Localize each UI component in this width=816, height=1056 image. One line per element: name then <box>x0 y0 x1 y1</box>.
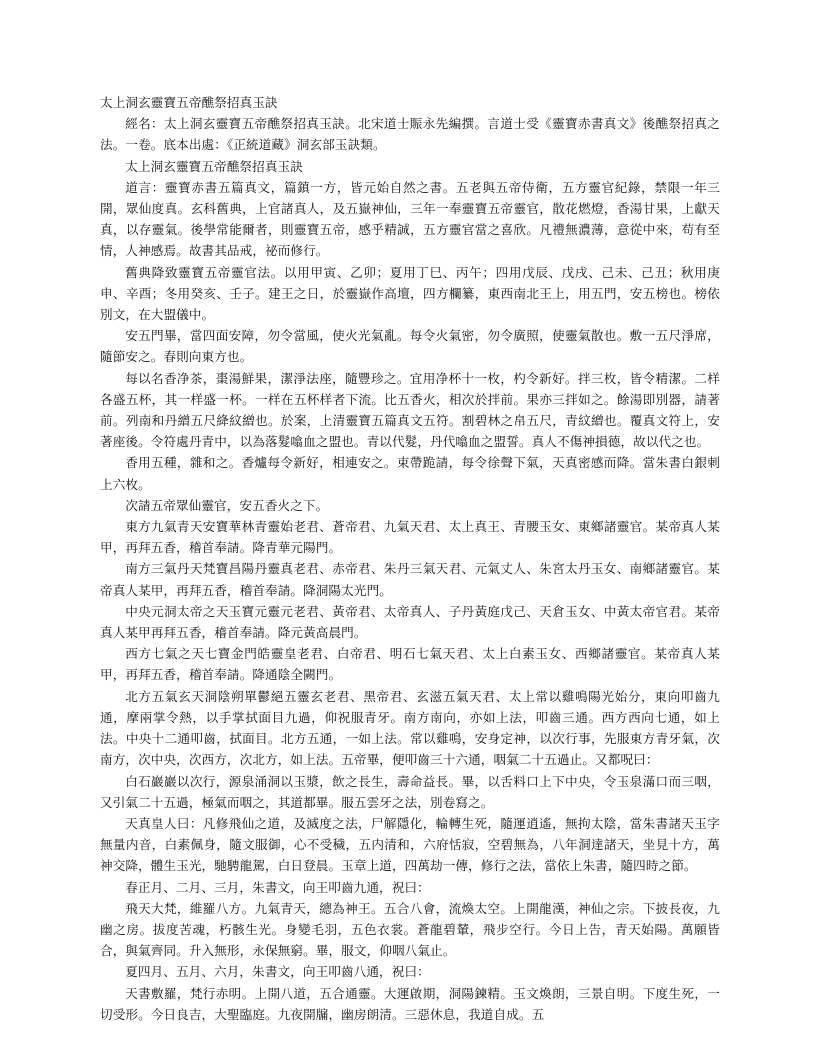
paragraph-daoyan: 道言：靈寶赤書五篇真文，篇鎮一方，皆元始自然之書。五老與五帝侍衛，五方靈官紀錄，禁限一年三開，眾仙度真。玄科舊典，上官諸真人，及五嶽神仙，三年一奉靈寶五帝靈官，散花燃燈，香湯甘果，上獻天真，以存靈氣。後學常能爾者，則靈寶五帝，感乎精誠，五方靈官當之喜欣。凡禮無濃薄，意從中來，苟有至情，人神感焉。故書其品戒，祕而修行。 <box>100 179 720 259</box>
paragraph-north-direction: 北方五氣玄天洞陰朔單鬱絕五靈玄老君、黑帝君、玄滋五氣天君、太上常以雞鳴陽光始分，東向叩齒九通，摩兩掌令熱，以手掌拭面目九過，仰祝服青牙。南方南向，亦如上法，叩齒三通。西方西向七通，如上法。中央十二通叩齒，拭面目。北方五通，一如上法。常以雞鳴，安身定神，以次行事，先服東方青牙氣，次南方，次中央，次西方，次北方，如上法。五帝畢，便叩齒三十六通，咽氣二十五過止。又都呪曰： <box>100 688 720 768</box>
paragraph-east-direction: 東方九氣青天安寶華林青靈始老君、蒼帝君、九氣天君、太上真王、青腰玉女、東鄉諸靈官。某帝真人某甲，再拜五香，稽首奉請。降青華元陽門。 <box>100 519 720 556</box>
paragraph-summer-invocation: 天書敷羅，梵行赤明。上開八道，五合通靈。大運啟期，洞陽鍊精。玉文煥朗，三景自明。下度生死，一切受形。今日良吉，大聖臨庭。九夜開牖，幽房朗清。三惡休息，我道自成。五 <box>100 985 720 1022</box>
document-heading-main: 太上洞玄靈寶五帝醮祭招真玉訣 <box>100 95 278 110</box>
paragraph-south-direction: 南方三氣丹天梵寶昌陽丹靈真老君、赤帝君、朱丹三氣天君、元氣丈人、朱宮太丹玉女、南鄉諸靈官。某帝真人某甲，再拜五香，稽首奉請。降洞陽太光門。 <box>100 561 720 598</box>
paragraph-anwumen: 安五門畢，當四面安障，勿令當風，使火光氣亂。每令火氣密，勿令廣照，使靈氣散也。敷一五尺淨席，隨節安之。春則向東方也。 <box>100 328 720 365</box>
paragraph-jiudian: 舊典降致靈寶五帝靈官法。以用甲寅、乙卯；夏用丁巳、丙午；四用戊辰、戊戌、己未、己丑；秋用庚申、辛酉；冬用癸亥、壬子。建王之日，於靈嶽作高壇，四方欄纂，東西南北王上，用五門，安五榜也。榜依別文，在大盟儀中。 <box>100 264 720 323</box>
paragraph-tianzhen-huangren: 天真皇人曰：凡修飛仙之道，及滅度之法，尸解隱化，輪轉生死，隨運逍遙，無拘太陰，當朱書諸天玉字無量内音，白素佩身，隨文服御，心不受穢，五内清和，六府恬寂，空碧無為，八年洞達諸天，坐見十方，萬神交降，體生玉光，馳騁龍駕，白日登晨。玉章上道，四萬劫一傳，修行之法，當依上朱書，隨四時之節。 <box>100 815 720 874</box>
paragraph-ciqing: 次請五帝眾仙靈官，安五香火之下。 <box>125 497 329 513</box>
paragraph-west-direction: 西方七氣之天七寶金門皓靈皇老君、白帝君、明石七氣天君、太上白素玉女、西鄉諸靈官。某帝真人某甲，再拜五香，稽首奉請。降通陰全闕門。 <box>100 646 720 683</box>
bibliographic-note: 經名：太上洞玄靈寶五帝醮祭招真玉訣。北宋道士賑永先編撰。言道士受《靈寶赤書真文》後醮祭招真之法。一卷。底本出處：《正統道藏》洞玄部玉訣類。 <box>100 116 720 153</box>
paragraph-baishi-incantation: 白石巖巖以次行，源泉涌洞以玉漿，飲之長生，壽命益長。畢，以舌料口上下中央，令玉泉滿口而三咽，又引氣二十五過，極氣而咽之，其道都畢。服五雲牙之法，別卷寫之。 <box>100 773 720 810</box>
paragraph-spring-invocation: 飛天大梵，維羅八方。九氣青天，總為神王。五合八會，流煥太空。上開龍漢，神仙之宗。下披長夜，九幽之房。拔度苦魂，朽骸生光。身變毛羽，五色衣裳。蒼龍碧輦，飛步空行。今日上告，青天始陽。萬願皆合，與氣齊同。升入無形，永保無窮。畢，服文，仰咽八氣止。 <box>100 900 720 959</box>
paragraph-xiangyong: 香用五種，雜和之。香爐每令新好，相連安之。束帶跪請，每令徐聲下氣，天真密感而降。當朱書白銀刺上六枚。 <box>100 455 720 492</box>
paragraph-spring-introduction: 春正月、二月、三月，朱書文，向王叩齒九通，祝曰： <box>125 879 430 895</box>
document-heading-repeat: 太上洞玄靈寶五帝醮祭招真玉訣 <box>125 158 303 174</box>
paragraph-center-direction: 中央元洞太帝之天玉寶元靈元老君、黃帝君、太帝真人、子丹黃庭戊己、天倉玉女、中黃太帝官君。某帝真人某甲再拜五香，稽首奉請。降元黃高晨門。 <box>100 603 720 641</box>
document-text-body <box>100 92 720 1025</box>
paragraph-summer-introduction: 夏四月、五月、六月，朱書文，向王叩齒八通，祝曰： <box>125 964 430 980</box>
paragraph-mingxiang: 每以名香净茶，棗湯鮮果，潔淨法座，隨豐珍之。宜用净杯十一枚，杓令新好。拌三枚，皆令精潔。二样各盛五杯，其一样盛一杯。一样在五杯样者下流。比五香火，相次於拌前。果亦三拌如之。餘湯即別器，請著前。列南和丹繒五尺絳紋繒也。於案，上清靈寶五篇真文五符。割碧林之帛五尺，青紋繒也。覆真文符上，安著座後。令符處丹青中，以為落髮噏血之盟也。青以代髮，丹代噏血之盟誓。真人不傷神損德，故以代之也。 <box>100 370 720 450</box>
